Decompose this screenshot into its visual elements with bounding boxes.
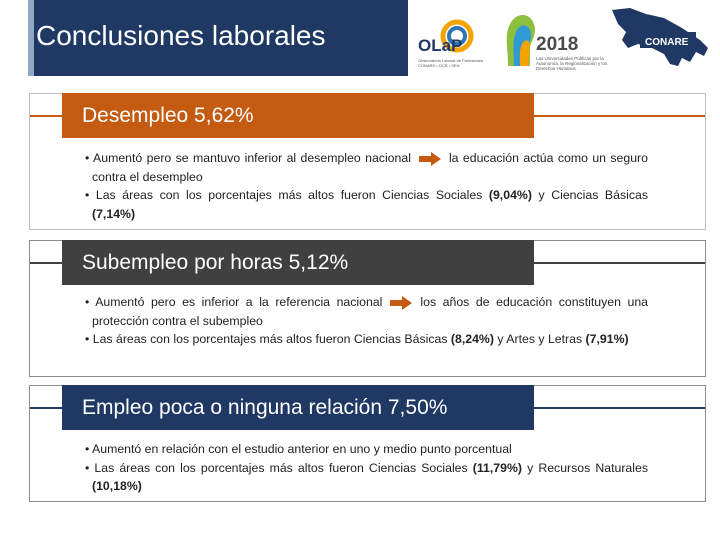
section-title-subempleo: Subempleo por horas 5,12% xyxy=(62,240,534,285)
title-accent xyxy=(28,0,34,76)
right-arrow-icon xyxy=(419,152,441,166)
bullet-item: • Aumentó pero se mantuvo inferior al desempleo nacional la educación actúa como un seguro contra el desempleo xyxy=(85,151,648,184)
bullet-item: • Aumentó pero es inferior a la referencia nacional los años de educación constituyen una protección contra el subempleo xyxy=(85,295,648,328)
conare-logo-text: CONARE xyxy=(645,37,689,48)
section-title-desempleo: Desempleo 5,62% xyxy=(62,93,534,138)
bullet-list-subempleo xyxy=(80,293,648,349)
bullet-item: • Las áreas con los porcentajes más altos fueron Ciencias Sociales (11,79%) y Recursos Naturales (10,18%) xyxy=(85,460,648,493)
bullet-item: • Las áreas con los porcentajes más altos fueron Ciencias Básicas (8,24%) y Artes y Letras (7,91%) xyxy=(85,332,629,346)
bullet-item: • Las áreas con los porcentajes más altos fueron Ciencias Sociales (9,04%) y Ciencias Básicas (7,14%) xyxy=(85,188,648,221)
bullet-item: • Aumentó en relación con el estudio anterior en uno y medio punto porcentual xyxy=(85,442,512,456)
heads-logo-icon xyxy=(500,6,538,70)
page-title: Conclusiones laborales xyxy=(36,20,326,51)
logo-area xyxy=(408,0,720,76)
title-bar xyxy=(28,0,408,76)
section-title-empleo: Empleo poca o ninguna relación 7,50% xyxy=(62,385,534,430)
event-year: 2018 xyxy=(536,34,579,55)
olap-logo-text: OLaP xyxy=(418,36,463,55)
bullet-list-desempleo xyxy=(80,149,648,223)
olap-logo-subtitle: Observatorio Laboral de Profesiones CONARE • OCR • SEN xyxy=(418,58,484,68)
bullet-list-empleo xyxy=(80,440,648,496)
right-arrow-icon xyxy=(390,296,412,310)
event-subtitle: Las Universidades Públicas por la Autonomía, la Regionalización y los Derechos Humanos xyxy=(536,56,608,71)
